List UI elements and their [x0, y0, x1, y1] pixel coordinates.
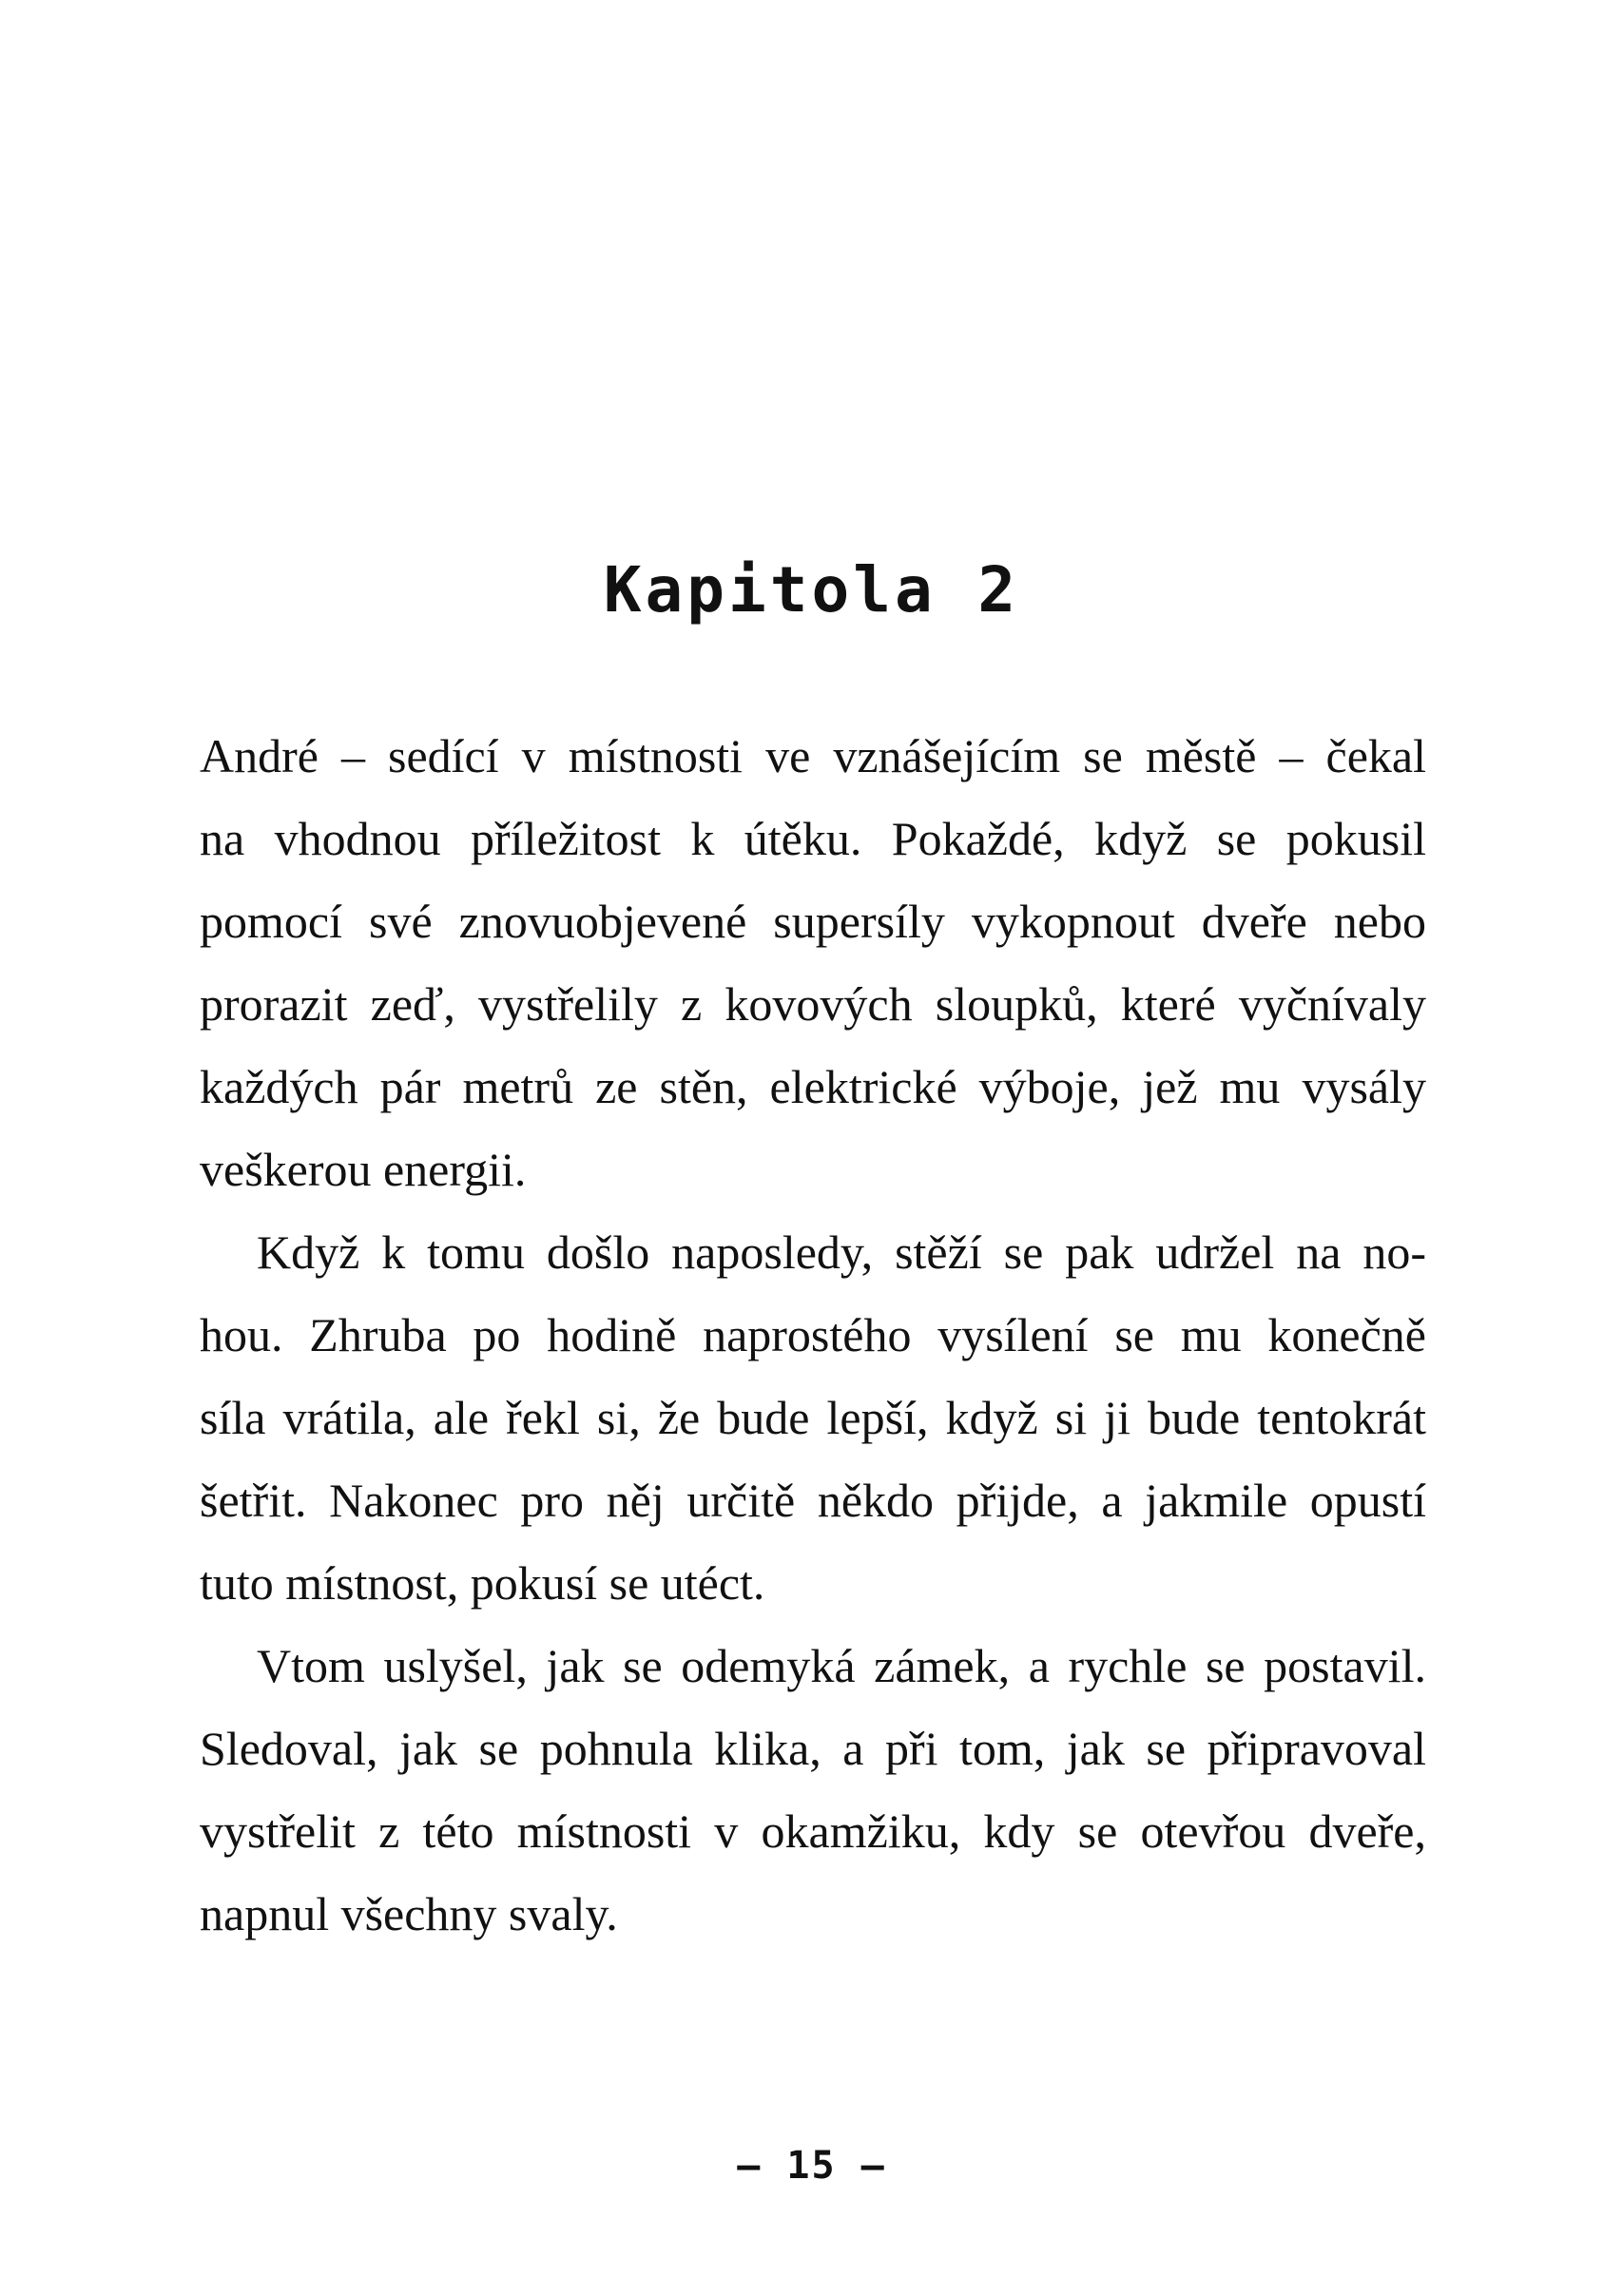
chapter-title: Kapitola 2	[603, 553, 1020, 627]
text-line: prorazit zeď, vystřelily z kovových sloupků, které vyčnívaly	[200, 977, 1426, 1031]
text-line: na vhodnou příležitost k útěku. Pokaždé, když se pokusil	[200, 812, 1426, 865]
text-line: hou. Zhruba po hodině naprostého vysílení se mu konečně	[200, 1308, 1426, 1361]
body-text	[200, 715, 1426, 1956]
text-line: napnul všechny svaly.	[200, 1887, 618, 1940]
paragraph	[200, 1211, 1426, 1625]
text-line: André – sedící v místnosti ve vznášejícím se městě – čekal	[200, 729, 1426, 782]
paragraph	[200, 715, 1426, 1211]
text-line: tuto místnost, pokusí se utéct.	[200, 1556, 765, 1610]
text-line: každých pár metrů ze stěn, elektrické výboje, jež mu vysály	[200, 1060, 1426, 1113]
text-line: Vtom uslyšel, jak se odemyká zámek, a rychle se postavil.	[257, 1639, 1426, 1692]
page-number: – 15 –	[737, 2144, 886, 2188]
text-line: pomocí své znovuobjevené supersíly vykopnout dveře nebo	[200, 895, 1426, 948]
text-line: šetřit. Nakonec pro něj určitě někdo přijde, a jakmile opustí	[200, 1474, 1426, 1527]
text-line: síla vrátila, ale řekl si, že bude lepší, když si ji bude tentokrát	[200, 1391, 1426, 1444]
text-line: Sledoval, jak se pohnula klika, a při tom, jak se připravoval	[200, 1722, 1426, 1775]
paragraph	[200, 1625, 1426, 1956]
text-line: Když k tomu došlo naposledy, stěží se pak udržel na no-	[257, 1225, 1426, 1279]
text-line: vystřelit z této místnosti v okamžiku, kdy se otevřou dveře,	[200, 1804, 1426, 1858]
text-line: veškerou energii.	[200, 1143, 527, 1196]
